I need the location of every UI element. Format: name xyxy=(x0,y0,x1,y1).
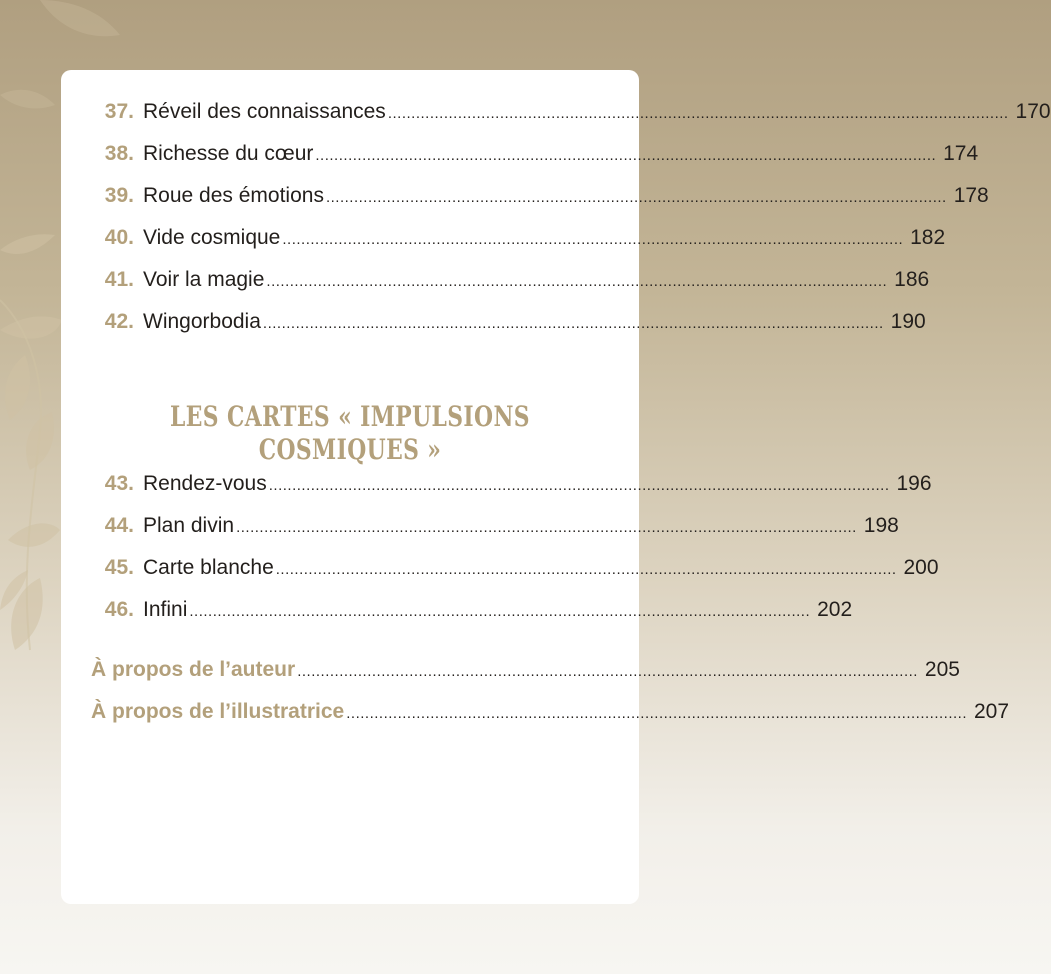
leader-dots: ..................................................................................................................................... xyxy=(268,477,890,494)
leader-dots: ..................................................................................................................................... xyxy=(346,705,968,722)
toc-entry[interactable] xyxy=(91,598,853,626)
entry-number: 39. xyxy=(104,184,134,207)
entry-title: Richesse du cœur xyxy=(143,142,314,165)
section-title: LES CARTES « IMPULSIONS COSMIQUES » xyxy=(170,400,530,466)
entry-title: Vide cosmique xyxy=(143,226,281,249)
entry-number: 40. xyxy=(104,226,134,249)
entry-title: Réveil des connaissances xyxy=(143,100,386,123)
leader-dots: ..................................................................................................................................... xyxy=(282,231,904,248)
toc-entry[interactable] xyxy=(91,268,930,296)
entry-title: Plan divin xyxy=(143,514,235,537)
entry-page: 178 xyxy=(953,184,989,207)
entry-page: 190 xyxy=(890,310,926,333)
entry-page: 207 xyxy=(973,700,1010,723)
toc-entry[interactable] xyxy=(91,100,1051,128)
entry-page: 205 xyxy=(924,658,960,681)
entry-page: 174 xyxy=(943,142,979,165)
leader-dots: ..................................................................................................................................... xyxy=(315,147,937,164)
entry-title: Roue des émotions xyxy=(143,184,324,207)
entry-number: 38. xyxy=(104,142,134,165)
entry-number: 37. xyxy=(104,100,134,123)
leader-dots: ..................................................................................................................................... xyxy=(325,189,947,206)
toc-entry[interactable] xyxy=(91,226,946,254)
entry-number: 46. xyxy=(104,598,134,621)
entry-number: 44. xyxy=(104,514,134,537)
entry-title: Voir la magie xyxy=(143,268,265,291)
leader-dots: ..................................................................................................................................... xyxy=(266,273,888,290)
entry-page: 196 xyxy=(896,472,932,495)
toc-entry-about-author[interactable] xyxy=(91,658,960,686)
entry-title: À propos de l’auteur xyxy=(91,658,296,681)
toc-entry[interactable] xyxy=(91,472,932,500)
toc-entry-about-illustrator[interactable] xyxy=(91,700,1010,728)
entry-page: 200 xyxy=(903,556,939,579)
entry-number: 41. xyxy=(104,268,134,291)
entry-page: 198 xyxy=(863,514,899,537)
leader-dots: ..................................................................................................................................... xyxy=(275,561,897,578)
entry-title: Infini xyxy=(143,598,188,621)
leader-dots: ..................................................................................................................................... xyxy=(236,519,857,536)
entry-page: 170 xyxy=(1015,100,1051,123)
entry-title: Carte blanche xyxy=(143,556,274,579)
entry-title: Rendez-vous xyxy=(143,472,267,495)
leader-dots: ..................................................................................................................................... xyxy=(297,663,918,680)
entry-page: 182 xyxy=(910,226,946,249)
toc-entry[interactable] xyxy=(91,310,926,338)
leader-dots: ..................................................................................................................................... xyxy=(387,105,1009,122)
entry-number: 45. xyxy=(104,556,134,579)
entry-number: 43. xyxy=(104,472,134,495)
toc-entry[interactable] xyxy=(91,556,939,584)
toc-entry[interactable] xyxy=(91,514,899,542)
entry-page: 202 xyxy=(817,598,853,621)
toc-card xyxy=(61,70,1051,904)
toc-entry[interactable] xyxy=(91,142,979,170)
entry-title: Wingorbodia xyxy=(143,310,261,333)
leader-dots: ..................................................................................................................................... xyxy=(262,315,884,332)
entry-number: 42. xyxy=(104,310,134,333)
leader-dots: ..................................................................................................................................... xyxy=(189,603,811,620)
entry-page: 186 xyxy=(894,268,930,291)
entry-title: À propos de l’illustratrice xyxy=(91,700,345,723)
toc-entry[interactable] xyxy=(91,184,989,212)
